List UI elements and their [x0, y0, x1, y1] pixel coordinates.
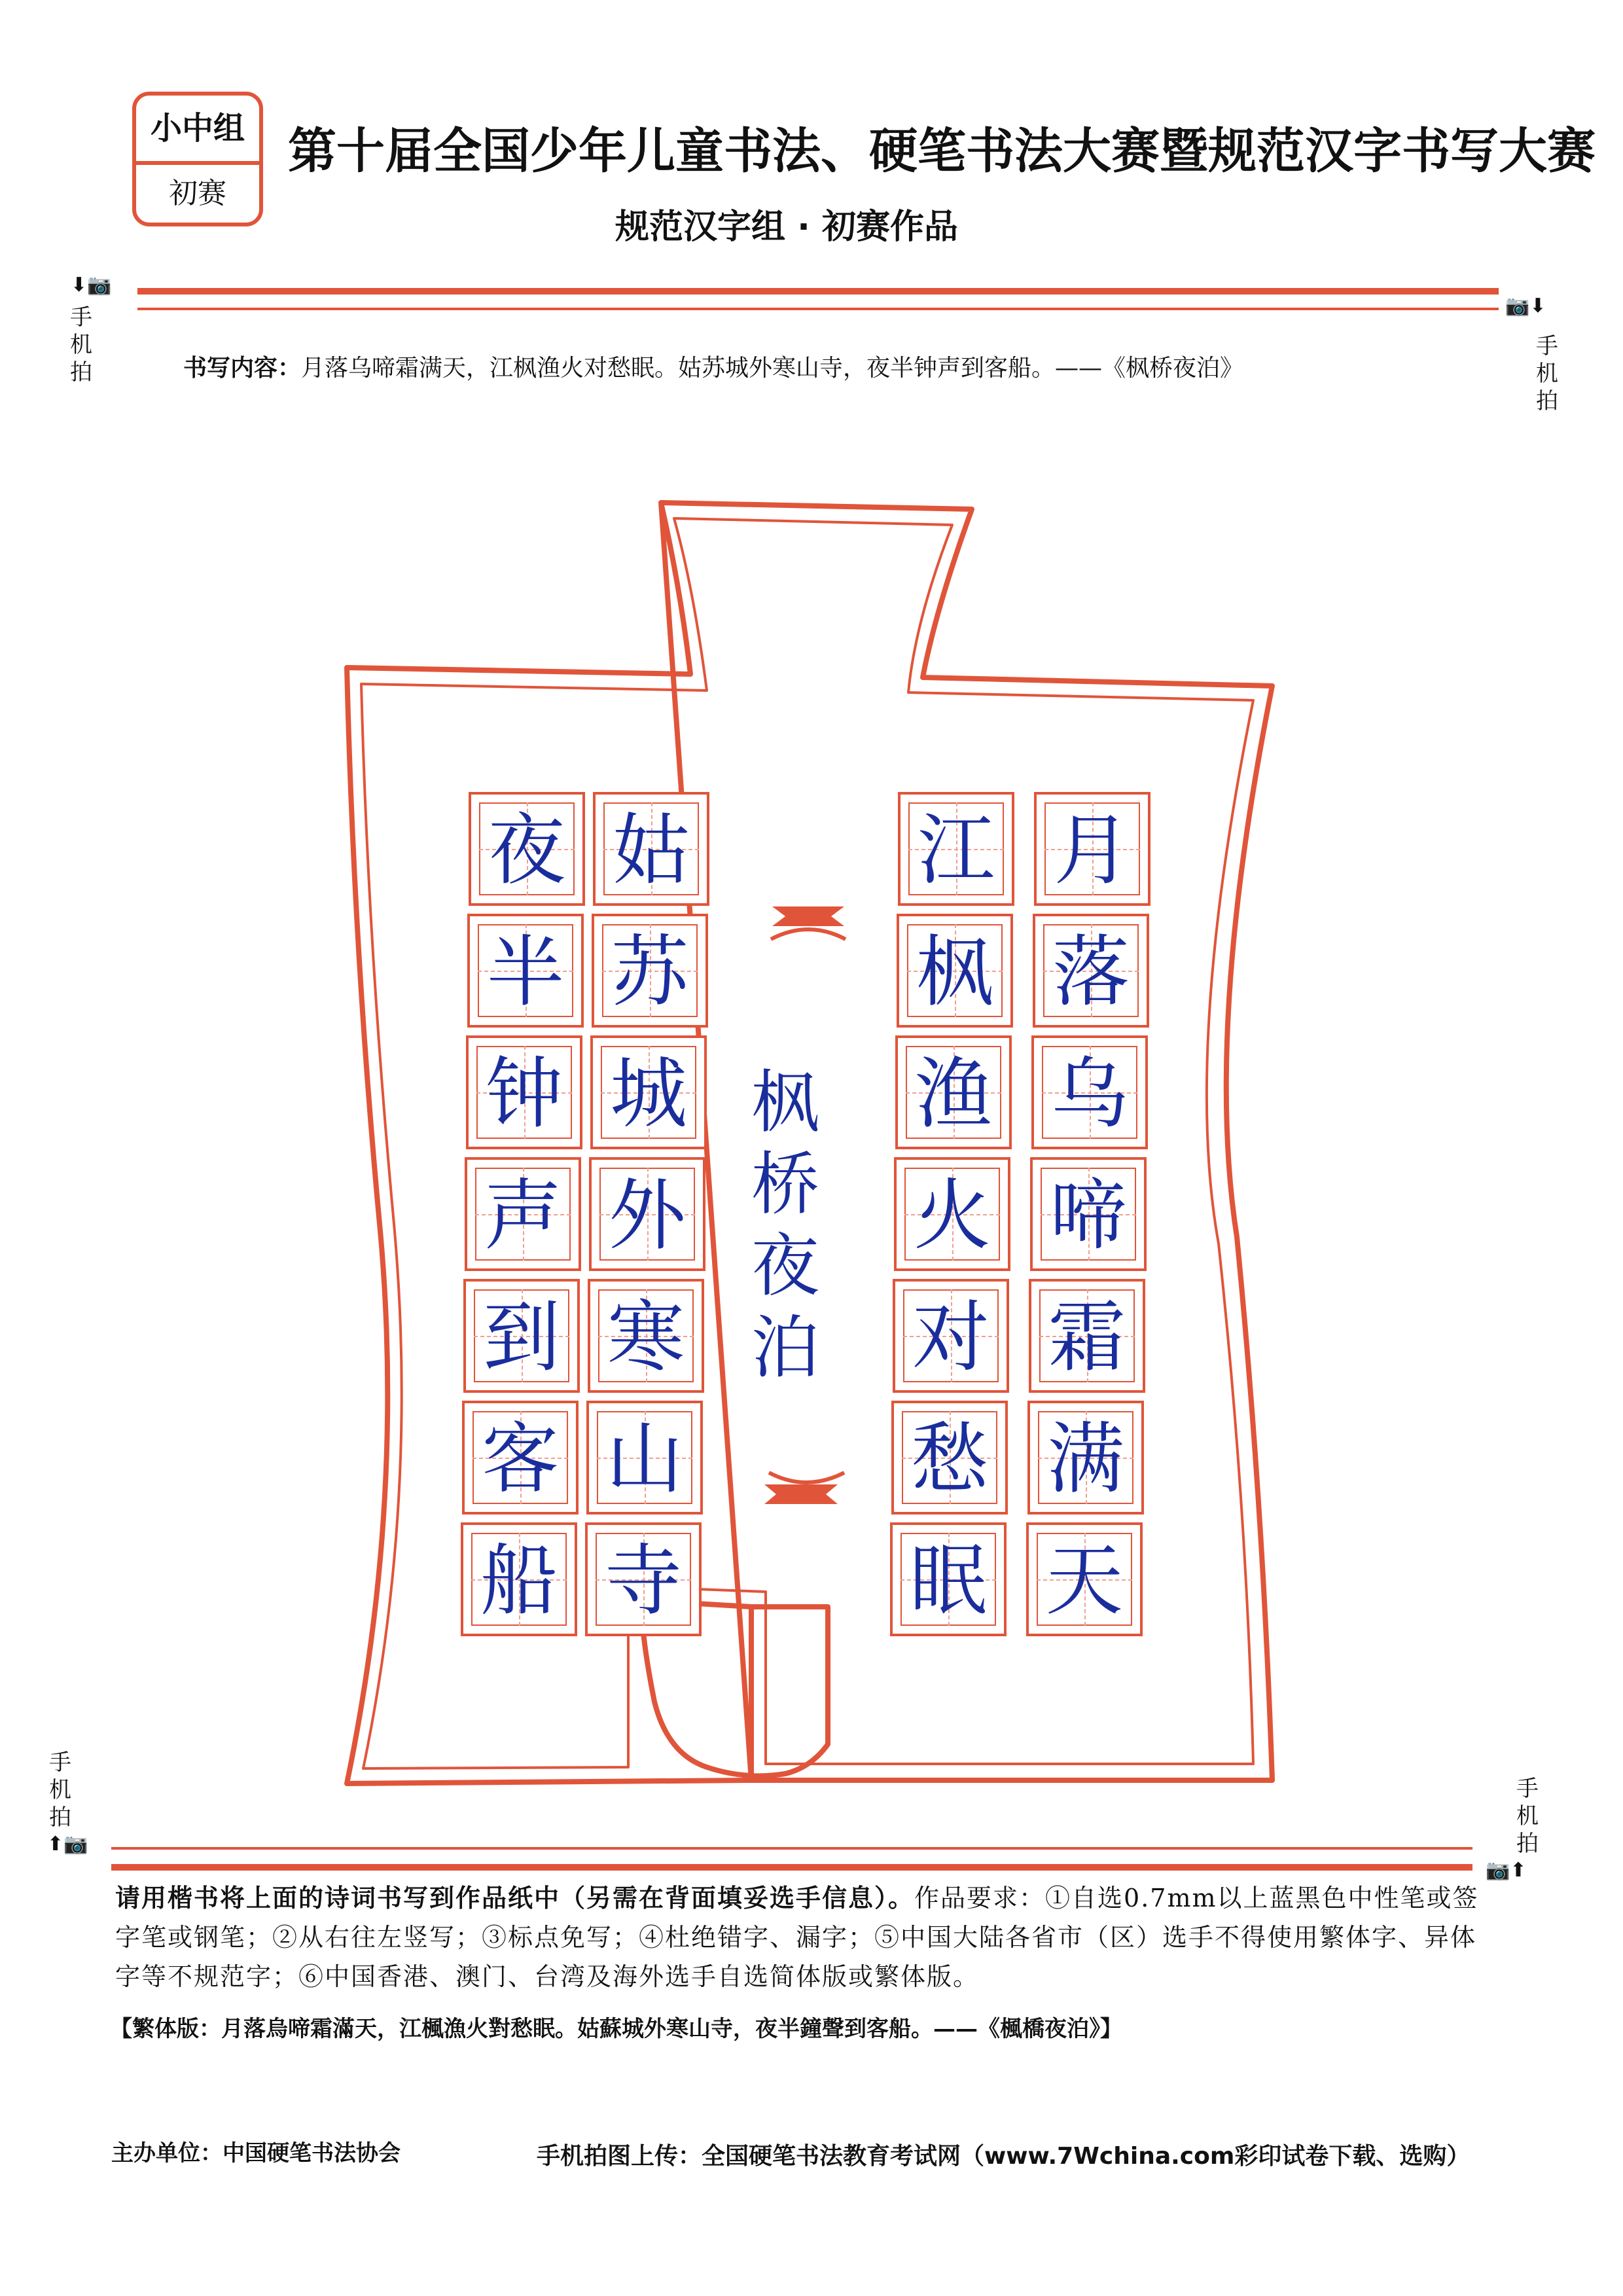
poem-char: 到: [482, 1292, 560, 1382]
poem-char: 愁: [910, 1414, 988, 1504]
poem-char: 渔: [914, 1049, 992, 1139]
camera-icon: 📷: [1486, 1859, 1510, 1882]
camera-icon: 📷: [1505, 295, 1530, 317]
bottom-rule-thin: [111, 1847, 1472, 1850]
camera-icon: 📷: [87, 274, 112, 296]
poem-char: 满: [1046, 1414, 1124, 1504]
grid-cell: [894, 1157, 1010, 1271]
grid-cell: [585, 1522, 702, 1636]
poem-char: 半: [486, 927, 564, 1017]
grid-cell: [1034, 792, 1150, 906]
poem-title-char: 夜: [751, 1226, 819, 1306]
grid-cell: [465, 1157, 581, 1271]
poem-char: 夜: [488, 805, 565, 895]
arrow-up-icon: ⬆: [1510, 1859, 1527, 1882]
phone-hint-char: 手: [49, 1749, 71, 1776]
poem-char: 天: [1045, 1535, 1123, 1626]
poem-char: 落: [1052, 927, 1130, 1017]
badge-stage-label: 初赛: [169, 177, 226, 210]
poem-char: 寺: [604, 1535, 682, 1626]
poem-char: 外: [608, 1170, 686, 1261]
writing-content-label: 书写内容：: [183, 355, 302, 382]
grid-cell: [891, 1401, 1008, 1515]
phone-hint-bottom-left: [45, 1749, 76, 1831]
poem-char: 苏: [611, 927, 688, 1017]
poem-char: 寒: [607, 1292, 685, 1382]
grid-cell: [1027, 1401, 1144, 1515]
grid-cell: [586, 1401, 703, 1515]
grid-cell: [893, 1279, 1009, 1393]
instructions-lead: 请用楷书将上面的诗词书写到作品纸中（另需在背面填妥选手信息）。: [115, 1884, 915, 1912]
grid-cell: [1029, 1279, 1145, 1393]
poem-char: 江: [917, 805, 995, 895]
traditional-version: 【繁体版：月落烏啼霜滿天，江楓漁火對愁眠。姑蘇城外寒山寺，夜半鐘聲到客船。——《楓橋夜泊》】: [110, 2016, 1122, 2042]
phone-hint-char: 拍: [1536, 388, 1558, 414]
phone-hint-char: 手: [1516, 1776, 1539, 1802]
camera-icon: 📷: [63, 1833, 88, 1856]
grid-cell: [461, 1522, 577, 1636]
grid-cell: [463, 1279, 580, 1393]
phone-hint-char: 手: [70, 304, 92, 331]
poem-char: 眠: [909, 1535, 987, 1626]
upload-info: 手机拍图上传：全国硬笔书法教育考试网（www.7Wchina.com彩印试卷下载、选购）: [537, 2143, 1471, 2170]
grid-cell: [588, 1279, 704, 1393]
arrow-down-icon: ⬇: [71, 274, 88, 296]
phone-hint-char: 手: [1536, 333, 1558, 359]
phone-hint-char: 机: [49, 1777, 71, 1803]
phone-hint-char: 机: [1536, 361, 1558, 387]
phone-hint-char: 拍: [70, 359, 92, 386]
grid-cell: [897, 914, 1013, 1028]
grid-cell: [590, 1035, 707, 1149]
ribbon-mark-top: [772, 906, 844, 926]
phone-hint-char: 机: [1516, 1803, 1539, 1829]
poem-char: 客: [481, 1414, 559, 1504]
page-subtitle: 规范汉字组 · 初赛作品: [615, 207, 958, 247]
poem-char: 对: [912, 1292, 990, 1382]
grid-cell: [1031, 1035, 1148, 1149]
poem-char: 山: [605, 1414, 683, 1504]
phone-hint-char: 拍: [1516, 1831, 1539, 1857]
instructions-body: 作品要求：①自选0.7mm以上蓝黑色中性笔或签字笔或钢笔；②从右往左竖写；③标点免写；④杜绝错字、漏字；⑤中国大陆各省市（区）选手不得使用繁体字、异体字等不规范字；⑥中国香港、澳门、台湾及海外选手自选简体版或繁体版。: [115, 1884, 1479, 1991]
grid-cell: [462, 1401, 579, 1515]
poem-char: 钟: [485, 1049, 563, 1139]
writing-content-text: 月落乌啼霜满天，江枫渔火对愁眠。姑苏城外寒山寺，夜半钟声到客船。——《枫桥夜泊》: [301, 355, 1244, 382]
phone-hint-char: 拍: [49, 1804, 71, 1831]
arrow-down-icon: ⬇: [1529, 295, 1546, 317]
camera-marker-bottom-right: [1486, 1859, 1527, 1882]
grid-cell: [469, 792, 585, 906]
poem-char: 乌: [1050, 1049, 1128, 1139]
poem-char: 城: [609, 1049, 687, 1139]
camera-marker-bottom-left: [47, 1833, 88, 1856]
grid-cell: [1033, 914, 1149, 1028]
phone-hint-char: 机: [70, 332, 92, 358]
grid-cell: [467, 914, 584, 1028]
poem-char: 姑: [612, 805, 690, 895]
poem-char: 啼: [1049, 1170, 1127, 1261]
grid-cell: [895, 1035, 1012, 1149]
grid-cell: [592, 914, 708, 1028]
poem-char: 月: [1053, 805, 1131, 895]
grid-cell: [898, 792, 1014, 906]
poem-char: 霜: [1048, 1292, 1126, 1382]
organizer: 主办单位：中国硬笔书法协会: [111, 2140, 401, 2166]
arrow-up-icon: ⬆: [47, 1833, 64, 1856]
grid-cell: [466, 1035, 582, 1149]
grid-cell: [890, 1522, 1007, 1636]
grid-cell: [1026, 1522, 1143, 1636]
poem-char: 火: [913, 1170, 991, 1261]
grid-cell: [589, 1157, 705, 1271]
bottom-rule-thick: [111, 1864, 1472, 1871]
poem-title-char: 泊: [751, 1308, 819, 1388]
badge-group-label: 小中组: [136, 96, 259, 165]
phone-hint-bottom-right: [1512, 1775, 1543, 1857]
grid-cell: [1030, 1157, 1147, 1271]
ribbon-mark-bottom: [764, 1484, 838, 1504]
poem-title-char: 桥: [751, 1144, 819, 1224]
instructions: [115, 1878, 1483, 1996]
poem-title-char: 枫: [751, 1062, 819, 1142]
grid-cell: [593, 792, 709, 906]
poem-char: 枫: [916, 927, 993, 1017]
poem-char: 船: [480, 1535, 558, 1626]
page-title: 第十届全国少年儿童书法、硬笔书法大赛暨规范汉字书写大赛: [288, 123, 1596, 179]
poem-char: 声: [484, 1170, 562, 1261]
